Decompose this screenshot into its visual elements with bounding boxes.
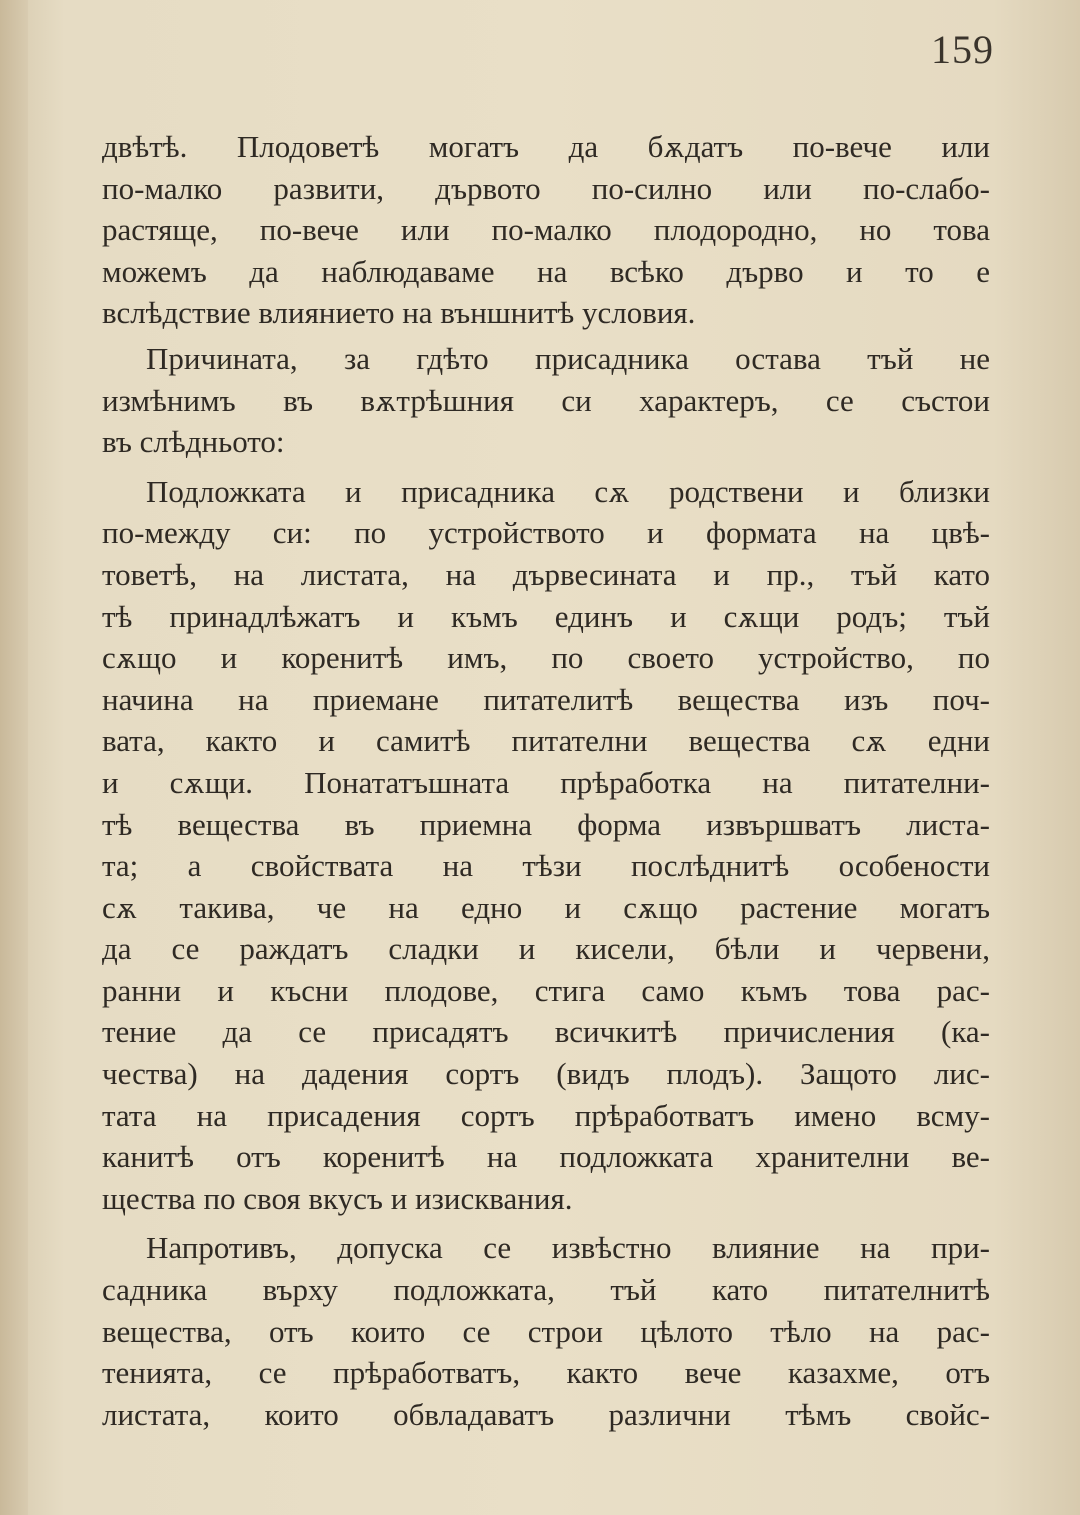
text-line: Причината, за гдѣто присадника остава тъй не xyxy=(146,340,990,376)
text-line: щества по своя вкусъ и изисквания. xyxy=(102,1180,573,1216)
text-line: по-между си: по устройството и формата на цвѣ- xyxy=(102,515,990,551)
text-line: по-малко развити, дървото по-силно или по-слабо- xyxy=(102,170,990,206)
paragraph-3 xyxy=(102,471,990,1220)
page-body-text xyxy=(102,126,990,1435)
paragraph-2 xyxy=(102,338,990,463)
text-line: листата, които обвладаватъ различни тѣмъ свойс- xyxy=(102,1396,990,1432)
text-line: въ слѣдньото: xyxy=(102,424,285,460)
text-line: двѣтѣ. Плодоветѣ могатъ да бѫдатъ по-вече или xyxy=(102,129,990,164)
text-line: можемъ да наблюдаваме на всѣко дърво и то е xyxy=(102,253,990,289)
text-line: и сѫщи. Понататъшната прѣработка на питателни- xyxy=(102,764,990,800)
text-line: вещества, отъ които се строи цѣлото тѣло на рас- xyxy=(102,1313,990,1349)
text-line: сѫщо и коренитѣ имъ, по своето устройство, по xyxy=(102,640,990,676)
page-number: 159 xyxy=(931,27,994,72)
text-line: тѣ принадлѣжатъ и къмъ единъ и сѫщи родъ; тъй xyxy=(102,598,990,634)
text-line: начина на приемане питателитѣ вещества изъ поч- xyxy=(102,681,990,717)
text-line: товетѣ, на листата, на дървесината и пр., тъй като xyxy=(102,556,990,592)
page-binding-edge xyxy=(0,0,28,1515)
paragraph-1 xyxy=(102,126,990,334)
text-line: канитѣ отъ коренитѣ на подложката хранителни ве- xyxy=(102,1139,990,1175)
text-line: да се раждатъ сладки и кисели, бѣли и червени, xyxy=(102,931,990,967)
text-line: Напротивъ, допуска се извѣстно влияние на при- xyxy=(146,1230,990,1266)
paragraph-gap xyxy=(102,1219,990,1227)
text-line: растяще, по-вече или по-малко плодородно, но това xyxy=(102,212,990,248)
text-line: та; а свойствата на тѣзи послѣднитѣ особености xyxy=(102,848,990,884)
paragraph-gap xyxy=(102,463,990,471)
text-line: тение да се присадятъ всичкитѣ причисления (ка- xyxy=(102,1014,990,1050)
paragraph-4 xyxy=(102,1227,990,1435)
text-line: Подложката и присадника сѫ родствени и близки xyxy=(146,473,990,509)
text-line: тѣ вещества въ приемна форма извършватъ листа- xyxy=(102,806,990,842)
text-line: тата на присадения сортъ прѣработватъ имено всму- xyxy=(102,1097,990,1133)
text-line: садника върху подложката, тъй като питателнитѣ xyxy=(102,1272,990,1308)
text-line: тенията, се прѣработватъ, както вече казахме, отъ xyxy=(102,1355,990,1391)
text-line: ранни и късни плодове, стига само къмъ това рас- xyxy=(102,972,990,1008)
text-line: вслѣдствие влиянието на външнитѣ условия. xyxy=(102,295,696,331)
text-line: измѣнимъ въ вѫтрѣшния си характеръ, се състои xyxy=(102,382,990,418)
text-line: вата, както и самитѣ питателни вещества сѫ едни xyxy=(102,723,990,759)
text-line: чества) на дадения сортъ (видъ плодъ). Защото лис- xyxy=(102,1056,990,1092)
text-line: сѫ такива, че на едно и сѫщо растение могатъ xyxy=(102,889,990,925)
